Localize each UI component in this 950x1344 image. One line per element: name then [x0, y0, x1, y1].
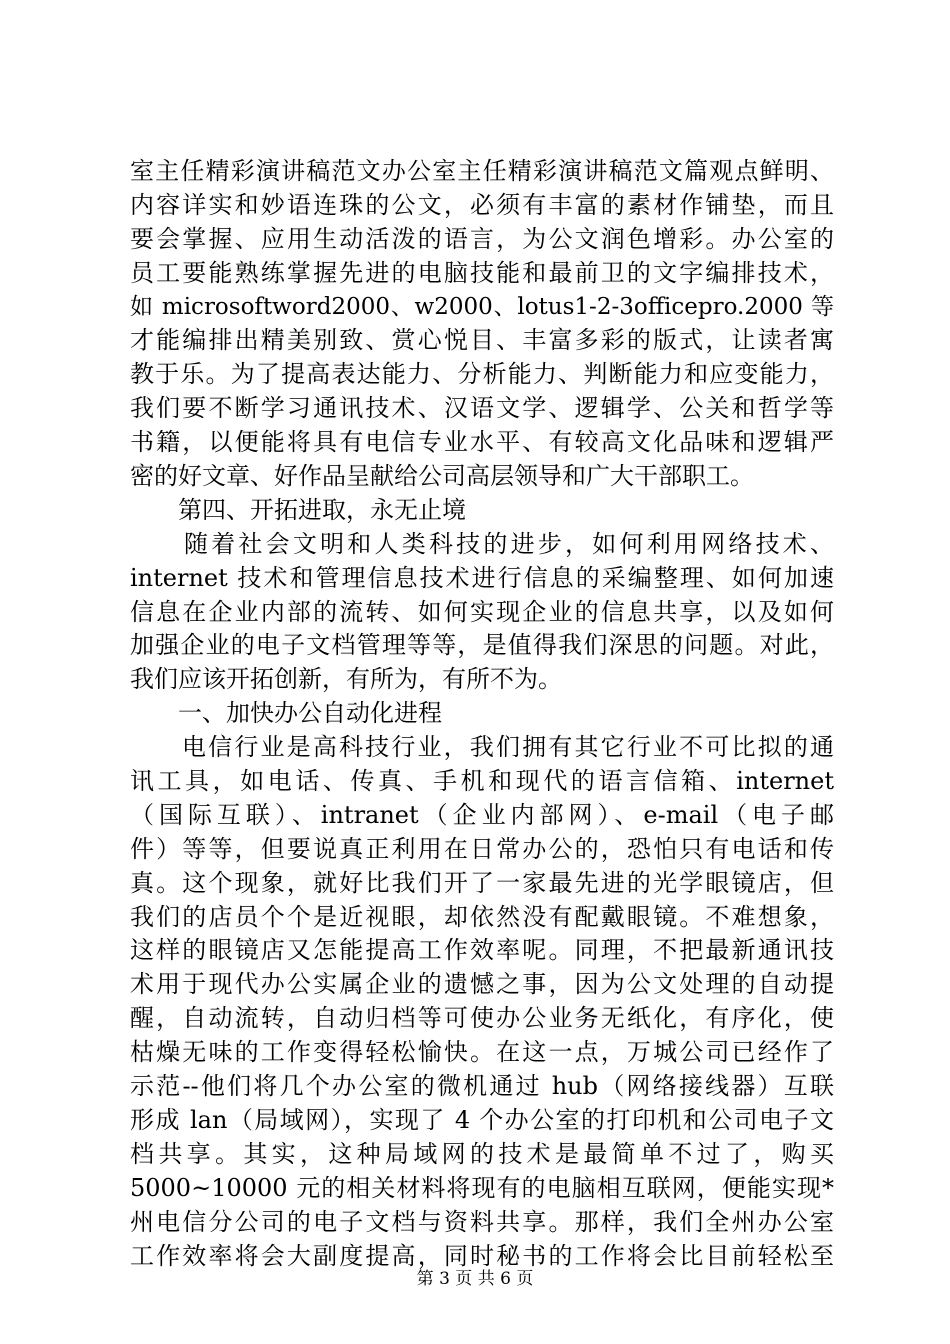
text-line: 要会掌握、应用生动活泼的语言，为公文润色增彩。办公室的	[130, 224, 834, 253]
text-line: 才能编排出精美别致、赏心悦目、丰富多彩的版式，让读者寓	[130, 326, 834, 355]
text-line: 示范--他们将几个办公室的微机通过 hub（网络接线器）互联	[130, 1072, 834, 1101]
text-line: 内容详实和妙语连珠的公文，必须有丰富的素材作铺垫，而且	[130, 190, 834, 219]
text-line: 信息在企业内部的流转、如何实现企业的信息共享，以及如何	[130, 597, 834, 626]
text-line: 室主任精彩演讲稿范文办公室主任精彩演讲稿范文篇观点鲜明、	[130, 157, 834, 185]
section-heading: 第四、开拓进取，永无止境	[178, 495, 466, 524]
text-line: 书籍，以便能将具有电信专业水平、有较高文化品味和逻辑严	[130, 428, 834, 457]
text-line: 我们应该开拓创新，有所为，有所不为。	[130, 665, 562, 694]
text-line: 密的好文章、好作品呈献给公司高层领导和广大干部职工。	[130, 462, 754, 491]
text-line: 电信行业是高科技行业，我们拥有其它行业不可比拟的通	[182, 733, 834, 762]
text-line: 醒，自动流转，自动归档等可使办公业务无纸化，有序化，使	[130, 1004, 834, 1033]
text-line: 件）等等，但要说真正利用在日常办公的，恐怕只有电话和传	[130, 834, 834, 863]
text-line: 形成 lan（局域网），实现了 4 个办公室的打印机和公司电子文	[130, 1105, 834, 1134]
text-line: 真。这个现象，就好比我们开了一家最先进的光学眼镜店，但	[130, 868, 834, 897]
text-line: 术用于现代办公实属企业的遗憾之事，因为公文处理的自动提	[130, 970, 834, 999]
text-line: 随着社会文明和人类科技的进步，如何利用网络技术、	[184, 529, 834, 558]
text-line: 5000~10000 元的相关材料将现有的电脑相互联网，便能实现*	[130, 1173, 834, 1202]
text-line: 员工要能熟练掌握先进的电脑技能和最前卫的文字编排技术，	[130, 258, 834, 287]
section-heading: 一、加快办公自动化进程	[178, 699, 442, 728]
text-line: 枯燥无味的工作变得轻松愉快。在这一点，万城公司已经作了	[130, 1038, 834, 1067]
text-line: （国际互联）、intranet（企业内部网）、e-mail（电子邮	[130, 800, 834, 829]
text-line: 我们要不断学习通讯技术、汉语文学、逻辑学、公关和哲学等	[130, 394, 834, 423]
text-line: 州电信分公司的电子文档与资料共享。那样，我们全州办公室	[130, 1207, 834, 1236]
text-line: 档共享。其实，这种局域网的技术是最简单不过了，购买	[130, 1139, 834, 1168]
text-line: 加强企业的电子文档管理等等，是值得我们深思的问题。对此，	[130, 631, 834, 660]
text-line: 工作效率将会大副度提高，同时秘书的工作将会比目前轻松至	[130, 1241, 834, 1270]
text-line: internet 技术和管理信息技术进行信息的采编整理、如何加速	[130, 563, 834, 592]
text-line: 如 microsoftword2000、w2000、lotus1-2-3officepro.2000 等	[130, 293, 834, 320]
page-number-footer: 第 3 页 共 6 页	[416, 1269, 534, 1289]
document-body	[130, 155, 834, 1273]
text-line: 这样的眼镜店又怎能提高工作效率呢。同理，不把最新通讯技	[130, 936, 834, 965]
text-line: 讯工具，如电话、传真、手机和现代的语言信箱、internet	[130, 767, 834, 796]
text-line: 教于乐。为了提高表达能力、分析能力、判断能力和应变能力，	[130, 360, 834, 389]
text-line: 我们的店员个个是近视眼，却依然没有配戴眼镜。不难想象，	[130, 902, 834, 931]
